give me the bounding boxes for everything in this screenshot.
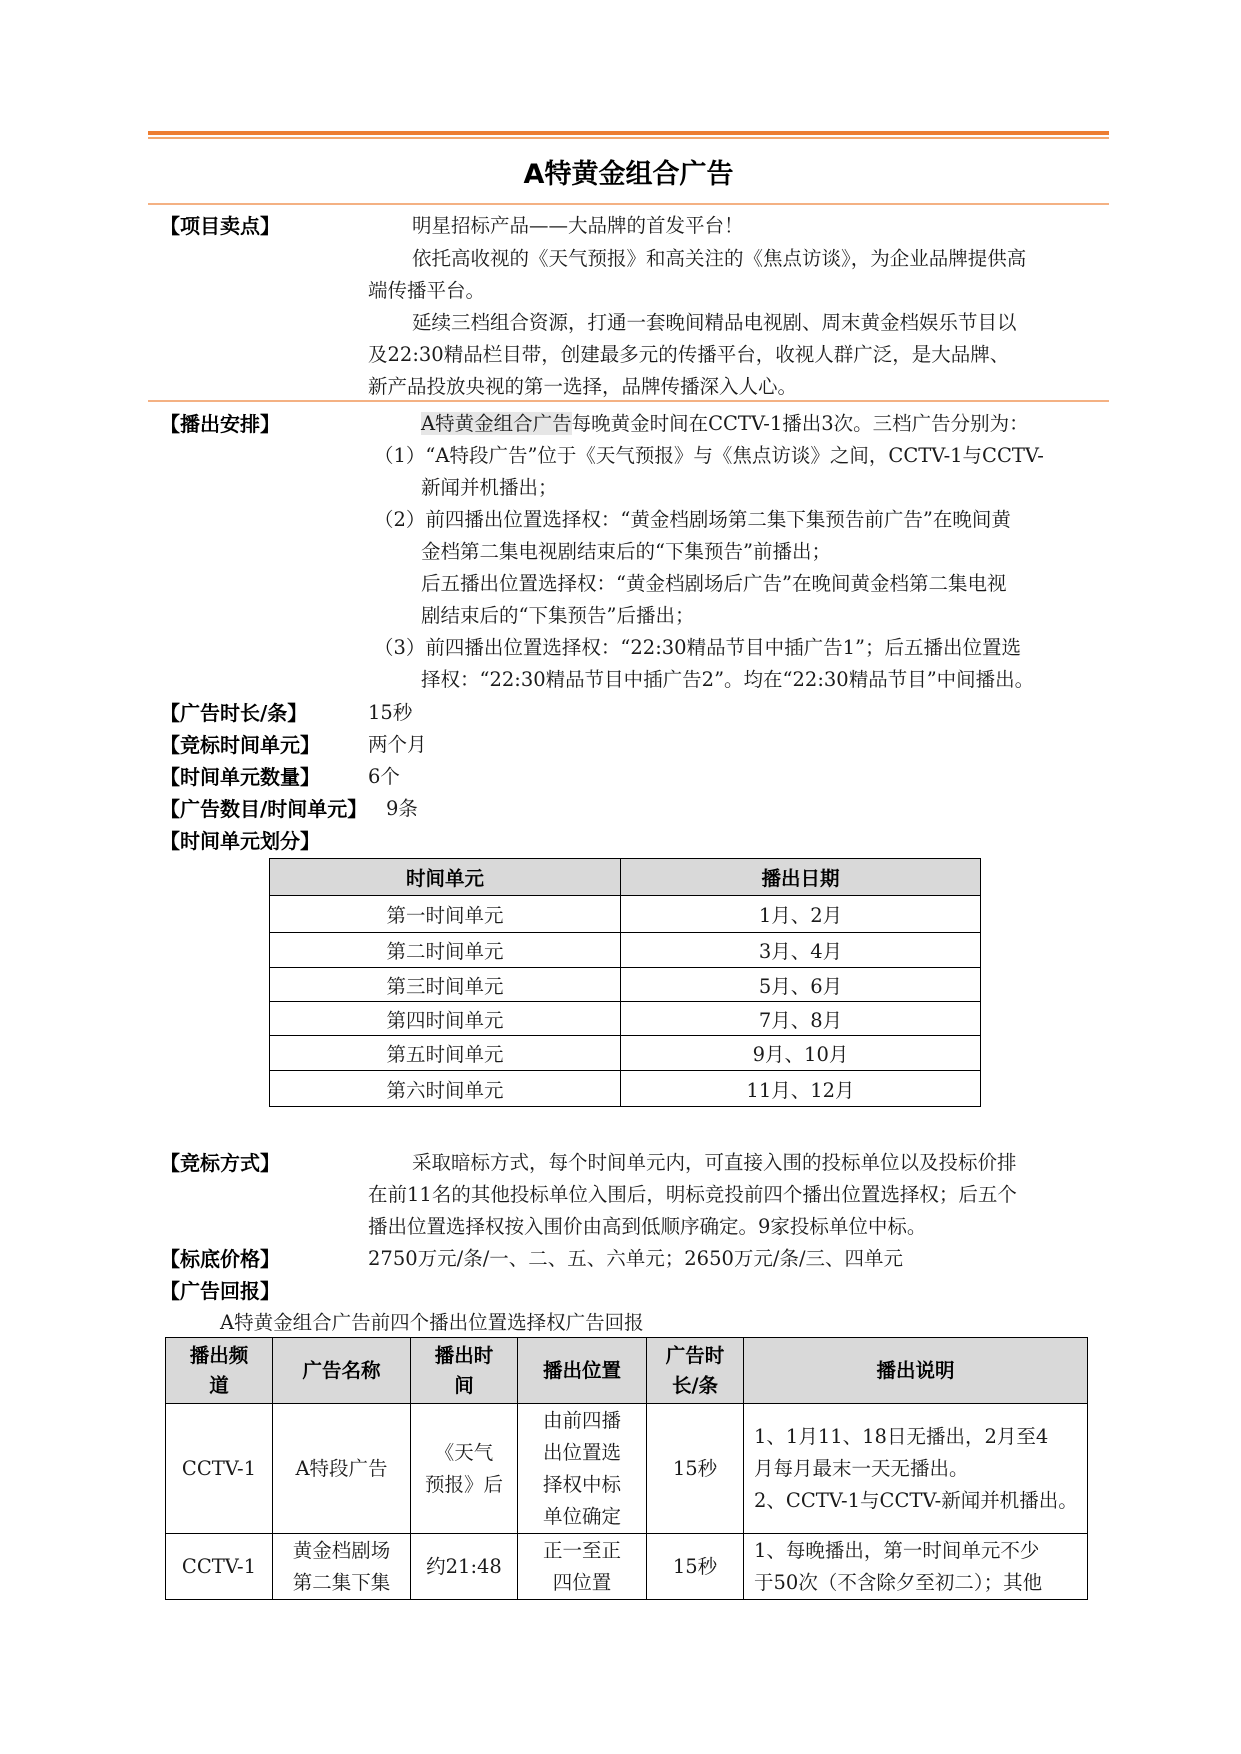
bid-method-line-2: 在前11名的其他投标单位入围后，明标竞投前四个播出位置选择权；后五个 bbox=[368, 1183, 1017, 1206]
label-bid-unit: 【竞标时间单元】 bbox=[160, 733, 320, 757]
table-row bbox=[270, 968, 981, 1002]
unit-cell: 第二时间单元 bbox=[270, 933, 621, 968]
channel-cell: CCTV-1 bbox=[166, 1404, 273, 1534]
date-cell: 11月、12月 bbox=[621, 1071, 981, 1107]
page-title: A特黄金组合广告 bbox=[523, 159, 734, 190]
schedule-line-1 bbox=[421, 408, 1029, 436]
return-table bbox=[165, 1337, 1088, 1600]
value-base-price: 2750万元/条/一、二、五、六单元；2650万元/条/三、四单元 bbox=[368, 1247, 904, 1270]
value-ad-length: 15秒 bbox=[368, 701, 413, 724]
header-length: 广告时 长/条 bbox=[647, 1338, 744, 1404]
label-schedule: 【播出安排】 bbox=[160, 412, 280, 436]
units-header-unit: 时间单元 bbox=[270, 859, 621, 896]
bid-method-line-1: 采取暗标方式，每个时间单元内，可直接入围的投标单位以及投标价排 bbox=[412, 1151, 1017, 1174]
schedule-line-3: 新闻并机播出； bbox=[421, 476, 558, 499]
selling-line-1: 明星招标产品——大品牌的首发平台！ bbox=[412, 214, 744, 237]
unit-cell: 第四时间单元 bbox=[270, 1002, 621, 1036]
note-cell: 1、每晚播出，第一时间单元不少 于50次（不含除夕至初二）；其他 bbox=[744, 1534, 1088, 1600]
channel-cell: CCTV-1 bbox=[166, 1534, 273, 1600]
air-time-cell: 《天气 预报》后 bbox=[411, 1404, 518, 1534]
header-bar-thin bbox=[148, 137, 1109, 139]
length-cell: 15秒 bbox=[647, 1534, 744, 1600]
bid-method-line-3: 播出位置选择权按入围价由高到低顺序确定。9家投标单位中标。 bbox=[368, 1215, 927, 1238]
label-unit-division: 【时间单元划分】 bbox=[160, 829, 320, 853]
unit-cell: 第一时间单元 bbox=[270, 896, 621, 933]
value-unit-count: 6个 bbox=[368, 765, 400, 788]
label-base-price: 【标底价格】 bbox=[160, 1247, 280, 1271]
table-row bbox=[270, 1036, 981, 1071]
table-row bbox=[270, 896, 981, 933]
header-ad-name: 广告名称 bbox=[273, 1338, 411, 1404]
table-row bbox=[270, 1071, 981, 1107]
label-bid-method: 【竞标方式】 bbox=[160, 1151, 280, 1175]
unit-cell: 第六时间单元 bbox=[270, 1071, 621, 1107]
schedule-line-7: 剧结束后的“下集预告”后播出； bbox=[421, 604, 695, 627]
label-ads-per-unit: 【广告数目/时间单元】 bbox=[160, 797, 368, 821]
label-return: 【广告回报】 bbox=[160, 1279, 280, 1303]
table-row bbox=[166, 1404, 1088, 1534]
selling-line-4: 延续三档组合资源，打通一套晚间精品电视剧、周末黄金档娱乐节目以 bbox=[412, 311, 1017, 334]
schedule-line-6: 后五播出位置选择权：“黄金档剧场后广告”在晚间黄金档第二集电视 bbox=[421, 572, 1007, 595]
date-cell: 1月、2月 bbox=[621, 896, 981, 933]
units-table bbox=[269, 858, 981, 1107]
note-cell: 1、1月11、18日无播出，2月至4 月每月最末一天无播出。 2、CCTV-1与CCTV-新闻并机播出。 bbox=[744, 1404, 1088, 1534]
label-unit-count: 【时间单元数量】 bbox=[160, 765, 320, 789]
date-cell: 7月、8月 bbox=[621, 1002, 981, 1036]
value-bid-unit: 两个月 bbox=[368, 733, 427, 756]
return-caption: A特黄金组合广告前四个播出位置选择权广告回报 bbox=[220, 1311, 644, 1334]
header-bar-thick bbox=[148, 131, 1109, 135]
date-cell: 9月、10月 bbox=[621, 1036, 981, 1071]
unit-cell: 第五时间单元 bbox=[270, 1036, 621, 1071]
position-cell: 正一至正 四位置 bbox=[518, 1534, 647, 1600]
date-cell: 3月、4月 bbox=[621, 933, 981, 968]
schedule-line-9: 择权：“22:30精品节目中插广告2”。均在“22:30精品节目”中间播出。 bbox=[421, 668, 1035, 691]
ad-name-cell: A特段广告 bbox=[273, 1404, 411, 1534]
label-selling-points: 【项目卖点】 bbox=[160, 214, 280, 238]
schedule-line-5: 金档第二集电视剧结束后的“下集预告”前播出； bbox=[421, 540, 831, 563]
divider-mid bbox=[148, 400, 1109, 402]
schedule-line-8: （3）前四播出位置选择权：“22:30精品节目中插广告1”；后五播出位置选 bbox=[374, 636, 1021, 659]
header-note: 播出说明 bbox=[744, 1338, 1088, 1404]
units-header-date: 播出日期 bbox=[621, 859, 981, 896]
header-air-time: 播出时 间 bbox=[411, 1338, 518, 1404]
divider-top bbox=[148, 203, 1109, 205]
length-cell: 15秒 bbox=[647, 1404, 744, 1534]
table-row bbox=[166, 1534, 1088, 1600]
selling-line-6: 新产品投放央视的第一选择，品牌传播深入人心。 bbox=[368, 375, 798, 398]
ad-name-cell: 黄金档剧场 第二集下集 bbox=[273, 1534, 411, 1600]
schedule-line-4: （2）前四播出位置选择权：“黄金档剧场第二集下集预告前广告”在晚间黄 bbox=[374, 508, 1011, 531]
date-cell: 5月、6月 bbox=[621, 968, 981, 1002]
label-ad-length: 【广告时长/条】 bbox=[160, 701, 308, 725]
position-cell: 由前四播 出位置选 择权中标 单位确定 bbox=[518, 1404, 647, 1534]
selling-line-5: 及22:30精品栏目带，创建最多元的传播平台，收视人群广泛，是大品牌、 bbox=[368, 343, 1010, 366]
header-position: 播出位置 bbox=[518, 1338, 647, 1404]
table-row bbox=[270, 933, 981, 968]
table-row bbox=[270, 1002, 981, 1036]
units-table-header bbox=[270, 859, 981, 896]
selling-line-3: 端传播平台。 bbox=[368, 279, 486, 302]
schedule-line-2: （1）“A特段广告”位于《天气预报》与《焦点访谈》之间，CCTV-1与CCTV- bbox=[374, 444, 1044, 467]
unit-cell: 第三时间单元 bbox=[270, 968, 621, 1002]
air-time-cell: 约21:48 bbox=[411, 1534, 518, 1600]
schedule-highlight: A特黄金组合广告 bbox=[421, 412, 572, 435]
return-table-header bbox=[166, 1338, 1088, 1404]
selling-line-2: 依托高收视的《天气预报》和高关注的《焦点访谈》，为企业品牌提供高 bbox=[412, 247, 1027, 270]
header-channel: 播出频 道 bbox=[166, 1338, 273, 1404]
value-ads-per-unit: 9条 bbox=[386, 797, 418, 820]
schedule-line-1-rest: 每晚黄金时间在CCTV-1播出3次。三档广告分别为： bbox=[571, 412, 1029, 435]
